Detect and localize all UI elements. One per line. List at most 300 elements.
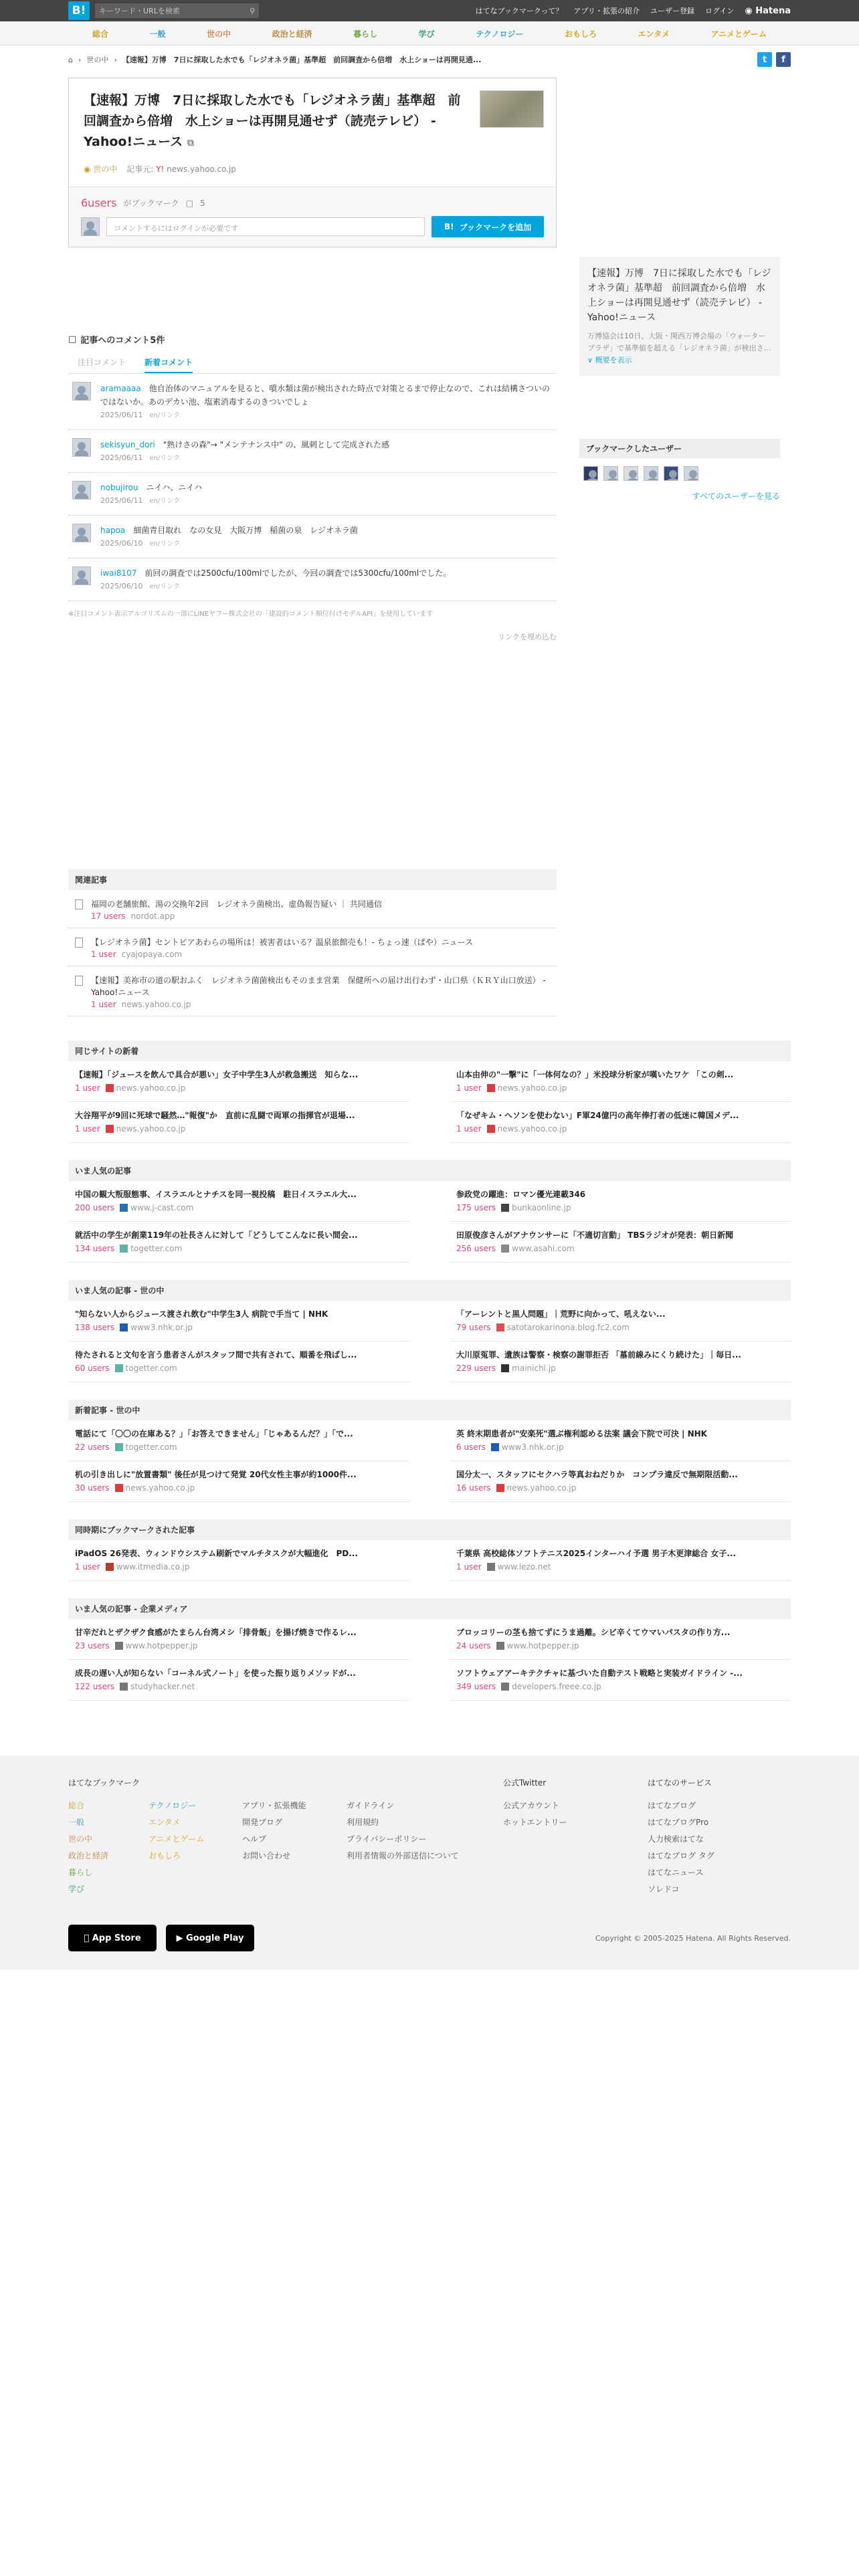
embed-link[interactable]: リンクを埋め込む [498,633,557,641]
list-item [68,1222,409,1263]
entry-meta [456,1122,791,1136]
list-item [68,1181,409,1222]
comment-meta [100,451,557,465]
footer-link[interactable]: ガイドライン [347,1801,395,1810]
list-item [450,1181,791,1222]
speech-bubble-icon: □ [68,334,77,344]
footer-service-link[interactable]: はてなニュース [648,1868,704,1877]
entry-domain[interactable]: www3.nhk.or.jp [130,1323,193,1332]
entry-meta [75,1081,409,1095]
entry-users[interactable]: 23 users [75,1641,110,1650]
favicon-icon [491,1443,499,1451]
related-heading: 関連記事 [68,869,557,890]
entry-users[interactable]: 1 user [456,1083,482,1093]
entry-users[interactable]: 1 user [456,1124,482,1134]
footer-category-link[interactable]: おもしろ [149,1851,181,1860]
comment-icon: □ [185,198,193,208]
comment-link[interactable]: en/リンク [149,583,181,591]
entry-title-link[interactable]: 英 終末期患者が"安楽死"選ぶ権利認める法案 議会下院で可決 | NHK [456,1429,707,1438]
comment-date[interactable]: 2025/06/10 [100,582,143,591]
entry-title-link[interactable]: 山本由伸の"一撃"に「一体何なの？」米投球分析家が嘆いたワケ 「この剣... [456,1070,734,1079]
list-item [450,1420,791,1461]
entry-meta [456,1440,791,1454]
entry-domain[interactable]: developers.freee.co.jp [512,1682,601,1691]
list-item [450,1540,791,1581]
comment-count: 5 [199,198,205,208]
related-users[interactable]: 1 user [91,950,116,959]
entry-title-link[interactable]: 大谷翔平が9回に死球で騒然…"報復"か 直前に乱闘で両軍の指揮官が退場... [75,1111,355,1120]
category-tab[interactable]: 学び [418,29,435,39]
comment-meta [100,580,557,594]
entry-domain[interactable]: www.hotpepper.jp [125,1641,198,1650]
entry-list-section [68,1519,791,1581]
entry-title-link[interactable]: iPadOS 26発表、ウィンドウシステム刷新でマルチタスクが大幅進化 PD... [75,1549,358,1558]
category-tab[interactable]: 世の中 [207,29,231,39]
comment-item [68,430,557,473]
entry-title-link[interactable]: 参政党の躍進：ロマン優光連載346 [456,1190,586,1199]
footer-service-link[interactable]: はてなブログ [648,1801,696,1810]
entry-title-text: 【速報】万博 7日に採取した水でも「レジオネラ菌」基準超 前回調査から倍増 水上ショーは再開見通せず（読売テレビ） - Yahoo!ニュース [84,93,461,149]
entry-category[interactable]: ◉ 世の中 [84,165,118,174]
entry-title-link[interactable]: 成長の遅い人が知らない「コーネル式ノート」を使った振り返りメソッドが... [75,1669,356,1678]
category-tab[interactable]: エンタメ [638,29,670,39]
side-entry-title[interactable]: 【速報】万博 7日に採取した水でも「レジオネラ菌」基準超 前回調査から倍増 水上ショーは再開見通せず（読売テレビ） - Yahoo!ニュース [587,268,771,323]
entry-domain[interactable]: www.hotpepper.jp [506,1641,579,1650]
footer-service-link[interactable]: はてなブログPro [648,1818,709,1827]
comment-item [68,558,557,601]
entry-domain[interactable]: news.yahoo.co.jp [497,1083,567,1093]
bookmark-users-heading: ブックマークしたユーザー [579,439,780,458]
register-link[interactable]: ユーザー登録 [650,7,694,15]
entry-users[interactable]: 1 user [75,1562,100,1572]
entry-users[interactable]: 22 users [75,1442,110,1452]
entry-grid [68,1301,791,1382]
related-body [91,974,557,1010]
entry-grid [68,1181,791,1263]
favicon-icon [496,1323,504,1331]
entry-meta [456,1481,791,1495]
entry-domain[interactable]: news.yahoo.co.jp [506,1483,577,1493]
google-play-label: Google Play [186,1933,244,1943]
entry-title-link[interactable]: 中国の観大叛服態事、イスラエルとナチスを同一視投稿 駐日イスラエル大... [75,1190,357,1199]
entry-meta [456,1639,791,1652]
footer-category-link[interactable]: テクノロジー [149,1801,197,1810]
avatar[interactable] [644,466,658,481]
comment-body [100,438,557,465]
favicon-icon [106,1084,114,1092]
comment-item [68,473,557,516]
entry-title-link[interactable]: 田原俊彦さんがアナウンサーに「不適切言動」 TBSラジオが発表：朝日新聞 [456,1230,734,1240]
footer-twitter-link[interactable]: 公式アカウント [503,1801,559,1810]
hatena-bookmark-logo[interactable]: B! [68,1,90,20]
comment-text: "熟けさの森"→ "メンテナンス中" の、風刺として完成された感 [163,440,390,449]
entry-title-link[interactable]: "知らない人からジュース渡され飲む"中学生3人 病院で手当て | NHK [75,1309,328,1319]
breadcrumb-category[interactable]: 世の中 [86,56,109,64]
comment-input[interactable]: コメントするにはログインが必要です [106,217,425,236]
tab-new-comments[interactable]: 新着コメント [145,352,193,373]
avatar [81,217,100,236]
list-item [68,1102,409,1143]
list-item [450,1301,791,1341]
entry-meta [75,1680,409,1693]
avatar[interactable] [72,524,91,542]
entry-domain[interactable]: news.yahoo.co.jp [116,1124,186,1134]
bookmark-users-count[interactable]: 6users [81,197,117,209]
comment-body [100,566,557,594]
footer-category-link[interactable]: 世の中 [68,1834,93,1844]
related-meta [91,910,382,922]
entry-users[interactable]: 122 users [75,1682,115,1691]
entry-domain[interactable]: www.asahi.com [512,1244,575,1253]
comments-heading: 記事へのコメント5件 [80,336,165,346]
footer-service-link[interactable]: 人力検索はてな [648,1834,704,1844]
entry-users[interactable]: 229 users [456,1364,496,1373]
entry-title-link[interactable]: 国分太一、スタッフにセクハラ等真おねだりか コンプラ違反で無期限活動... [456,1470,738,1479]
algorithm-note: ※注目コメント表示アルゴリズムの一部にLINEヤフー株式会社の「建設的コメント順位付けモデルAPI」を使用しています [68,611,434,618]
footer-link[interactable]: プライバシーポリシー [347,1834,427,1844]
related-users[interactable]: 17 users [91,911,126,921]
entry-meta [456,1362,791,1375]
entry-users[interactable]: 200 users [75,1203,115,1212]
comment-meta [100,537,557,551]
favicon-icon [120,1245,128,1253]
related-item [68,890,557,928]
entry-box [68,78,557,247]
list-item [68,1061,409,1102]
entry-domain[interactable]: www.j-cast.com [130,1203,194,1212]
footer-category-link [149,1881,242,1898]
favicon-icon [106,1563,114,1571]
entry-meta [456,1201,791,1214]
show-summary-label: 概要を表示 [595,356,632,364]
tab-popular-comments[interactable]: 注目コメント [78,358,126,367]
favicon-icon [501,1683,509,1691]
entry-meta [456,1081,791,1095]
avatar[interactable] [624,466,638,481]
comment-user[interactable]: iwai8107 [100,568,137,578]
footer-service-link[interactable]: はてなブログ タグ [648,1851,714,1860]
category-tab[interactable]: アニメとゲーム [710,29,767,39]
avatar[interactable] [72,382,91,401]
footer-services-heading: はてなのサービス [648,1778,712,1788]
document-icon [75,899,83,909]
entry-meta [75,1560,409,1574]
entry-domain[interactable]: news.yahoo.co.jp [116,1083,186,1093]
list-item [450,1222,791,1263]
avatar[interactable] [664,466,678,481]
entry-users[interactable]: 60 users [75,1364,110,1373]
comment-line [100,382,557,409]
entry-meta [75,1639,409,1652]
comment-item [68,374,557,430]
search-icon[interactable]: ⚲ [249,6,255,15]
favicon-icon [115,1484,123,1492]
entry-list-section [68,1160,791,1263]
sidebar [579,257,780,1016]
footer-category-link[interactable]: 政治と経済 [68,1851,109,1860]
comment-user[interactable]: nobujirou [100,483,138,492]
entry-title-link[interactable]: 机の引き出しに"放置書類" 後任が見つけて発覚 20代女性主事が約1000件... [75,1470,357,1479]
comment-meta [100,409,557,423]
comment-date[interactable]: 2025/06/11 [100,453,143,462]
all-users-link[interactable]: すべてのユーザーを見る [692,492,780,501]
footer-category-link[interactable]: 学び [68,1885,85,1894]
favicon-icon [501,1245,509,1253]
entry-domain[interactable]: news.yahoo.co.jp [497,1124,567,1134]
entry-title-link[interactable]: 就活中の学生が創業119年の社長さんに対して「どうしてこんなに長い間会... [75,1230,358,1240]
section-heading: 同じサイトの新着 [68,1041,791,1061]
entry-users[interactable]: 1 user [75,1083,100,1093]
section-heading: 同時期にブックマークされた記事 [68,1519,791,1540]
related-body [91,898,382,922]
footer-link[interactable]: 開発ブログ [242,1818,283,1827]
comment-link[interactable]: en/リンク [149,455,181,462]
favicon-icon [120,1323,128,1331]
login-link[interactable]: ログイン [704,7,735,15]
entry-title-link[interactable]: 「アーレントと黒人問題」｜荒野に向かって、吼えない... [456,1309,666,1319]
source-label: 記事元: [126,165,154,174]
comment-date[interactable]: 2025/06/10 [100,539,143,548]
favicon-icon [487,1125,495,1133]
entry-domain[interactable]: www.iezo.net [497,1562,551,1572]
favicon-icon [115,1364,123,1372]
comment-link[interactable]: en/リンク [149,412,181,419]
avatar[interactable] [72,481,91,500]
category-tab[interactable]: 一般 [149,29,166,39]
category-tab[interactable]: 暮らし [353,29,378,39]
entry-users[interactable]: 138 users [75,1323,115,1332]
document-icon [75,976,83,986]
related-domain[interactable]: nordot.app [130,911,175,921]
comment-text: 細菌青目取れ なの女見 大阪万博 稲菌の泉 レジオネラ菌 [133,526,358,535]
entry-title-link[interactable]: ブロッコリーの茎も捨てずにうま過離。シビ辛くてウマいパスタの作り方... [456,1628,731,1637]
footer-link[interactable]: 利用者情報の外部送信について [347,1851,459,1860]
category-tab[interactable]: テクノロジー [476,29,524,39]
footer [0,1755,859,1969]
comments-section [68,333,557,642]
favicon-icon [115,1642,123,1650]
search-input[interactable] [95,3,259,18]
entry-category-label: 世の中 [93,165,118,174]
favicon-icon [487,1563,495,1571]
list-item [68,1461,409,1502]
favicon-icon [487,1084,495,1092]
crumb-sep-icon: › [78,55,82,64]
entry-meta [75,1321,409,1334]
category-tab[interactable]: 政治と経済 [272,29,312,39]
home-icon[interactable]: ⌂ [68,55,73,64]
related-users[interactable]: 1 user [91,1000,116,1009]
entry-domain[interactable]: togetter.com [125,1442,177,1452]
avatar[interactable] [583,466,598,481]
entry-grid [68,1061,791,1143]
comment-date[interactable]: 2025/06/11 [100,411,143,419]
entry-meta [75,1201,409,1214]
comment-user[interactable]: hapoa [100,526,126,535]
favicon-icon [115,1443,123,1451]
entry-users[interactable]: 134 users [75,1244,115,1253]
source-domain[interactable]: news.yahoo.co.jp [167,165,236,174]
section-heading: いま人気の記事 [68,1160,791,1181]
add-bookmark-label: ブックマークを追加 [459,222,532,232]
favicon-icon [501,1364,509,1372]
entry-title-link[interactable]: 大川原冤罪、遺族は警察・検察の謝罪拒否 「墓前線みにくり続けた」｜毎日... [456,1350,741,1360]
related-body [91,936,473,960]
footer-link[interactable]: アプリ・拡張機能 [242,1801,306,1810]
hatena-mark-icon: ◉ [745,5,753,16]
app-store-button[interactable] [68,1925,157,1951]
entry-users[interactable]: 1 user [75,1124,100,1134]
entry-list-section [68,1280,791,1382]
entry-domain[interactable]: news.yahoo.co.jp [125,1483,195,1493]
favicon-icon [496,1642,504,1650]
twitter-share-icon[interactable]: t [757,52,772,67]
footer-bm-heading: はてなブックマーク [68,1778,140,1788]
entry-domain[interactable]: togetter.com [125,1364,177,1373]
related-title[interactable]: 福岡の老舗旅館、湯の交換年2回 レジオネラ菌検出、虚偽報告疑い ｜ 共同通信 [91,899,382,909]
category-tab[interactable]: おもしろ [564,29,597,39]
entry-users[interactable]: 30 users [75,1483,110,1493]
play-icon: ▶ [176,1933,183,1943]
comment-body [100,481,557,508]
comment-meta [100,494,557,508]
entry-users[interactable]: 16 users [456,1483,491,1493]
footer-category-link[interactable]: エンタメ [149,1818,181,1827]
footer-twitter-heading: 公式Twitter [503,1778,547,1788]
footer-link[interactable]: お問い合わせ [242,1851,291,1860]
related-domain[interactable]: cyajopaya.com [121,950,183,959]
entry-title-link[interactable]: 待たされると文句を言う患者さんがスタッフ間で共有されて、順番を飛ばし... [75,1350,357,1360]
show-summary-link[interactable]: ∨ 概要を表示 [587,356,632,364]
google-play-button[interactable] [166,1925,254,1951]
favicon-icon [106,1125,114,1133]
list-item [450,1461,791,1502]
entry-title-link[interactable]: 「なぜキム・ヘソンを使わない」F軍24億円の高年俸打者の低迷に韓国メデ... [456,1111,739,1120]
about-link[interactable]: はてなブックマークって？ [475,7,563,15]
entry-users[interactable]: 6 users [456,1442,486,1452]
footer-category-link[interactable]: 総合 [68,1801,85,1810]
comment-link[interactable]: en/リンク [149,498,181,505]
comment-user[interactable]: sekisyun_dori [100,440,155,449]
search-placeholder: キーワード・URLを検索 [99,7,180,15]
entry-domain[interactable]: bunkaonline.jp [512,1203,571,1212]
related-title[interactable]: 【レジオネラ菌】セントビアあわらの場所は！被害者はいる？温泉旅館売も！- ちょっ速（ぱや）ニュース [91,938,474,947]
apple-icon [84,1933,89,1943]
related-meta [91,998,557,1010]
entry-meta [75,1362,409,1375]
entry-users[interactable]: 256 users [456,1244,496,1253]
entry-users[interactable]: 175 users [456,1203,496,1212]
entry-meta [75,1481,409,1495]
category-tab[interactable]: 総合 [92,29,109,39]
avatar[interactable] [684,466,698,481]
hatena-brand: Hatena [755,5,791,16]
app-store-label: App Store [89,1933,138,1943]
favicon-icon [501,1204,509,1212]
comment-date[interactable]: 2025/06/11 [100,496,143,505]
document-icon [75,938,83,948]
favicon-icon [496,1484,504,1492]
comment-line [100,438,557,451]
avatar[interactable] [603,466,618,481]
comment-user[interactable]: aramaaaa [100,384,141,393]
comment-line [100,524,557,537]
entry-title-link[interactable]: 電話にて「〇〇の在庫ある？」「お答えできません」「じゃあるんだ？」「で... [75,1429,353,1438]
entry-domain[interactable]: togetter.com [130,1244,183,1253]
entry-title[interactable] [84,90,468,154]
entry-title-link[interactable]: 甘辛だれとザクザク食感がたまらん台湾メシ「排骨飯」を揚げ焼きで作るレ... [75,1628,357,1637]
related-articles [68,869,557,1016]
footer-link[interactable]: 利用規約 [347,1818,379,1827]
entry-meta [456,1560,791,1574]
section-heading: いま人気の記事 - 企業メディア [68,1598,791,1619]
facebook-share-icon[interactable]: f [776,52,791,67]
comment-body [100,524,557,551]
comment-item [68,516,557,558]
comment-text: 他自治体のマニュアルを見ると、噴水類は菌が検出された時点で対策とるまで停止なので、これは結構さついのではないか。あのデカい池、塩素消毒するのきついでしょ [100,384,551,407]
entry-title-link[interactable]: 【速報】「ジュースを飲んで具合が悪い」女子中学生3人が救急搬送 知らな... [75,1070,359,1079]
entry-title-link[interactable]: ソフトウェアアーキテクチャに基づいた自動テスト戦略と実装ガイドライン -... [456,1669,743,1678]
comment-line [100,566,557,580]
add-bookmark-button[interactable]: B! ブックマークを追加 [432,216,544,237]
entry-domain[interactable]: www.itmedia.co.jp [116,1562,190,1572]
entry-meta [456,1242,791,1255]
list-item [450,1061,791,1102]
list-item [68,1660,409,1701]
entry-thumbnail[interactable] [480,90,544,128]
entry-users[interactable]: 1 user [456,1562,482,1572]
bookmark-label: がブックマーク [123,199,179,208]
entry-users[interactable]: 79 users [456,1323,491,1332]
list-item [68,1540,409,1581]
entry-domain[interactable]: mainichi.jp [512,1364,556,1373]
footer-category-link[interactable]: 暮らし [68,1868,93,1877]
yahoo-icon: Y! [156,165,165,174]
avatar[interactable] [72,566,91,585]
entry-list-section [68,1598,791,1701]
entry-users[interactable]: 349 users [456,1682,496,1691]
entry-domain[interactable]: www3.nhk.or.jp [501,1442,564,1452]
entry-grid [68,1540,791,1581]
comment-text: ニイハ、ニイハ [146,483,202,492]
footer-link[interactable]: ヘルプ [242,1834,267,1844]
bookmark-user-avatars [579,466,780,481]
footer-category-link[interactable]: 一般 [68,1818,85,1827]
entry-grid [68,1619,791,1701]
side-summary-text: 万博協会は10日、大阪・関西万博会場の「ウォータープラザ」で基準値を超える「レジオネラ菌」が検出さ… [587,332,771,352]
list-item [450,1660,791,1701]
hatena-logo[interactable] [745,6,791,16]
entry-title-link[interactable]: 千葉県 高校総体ソフトテニス2025インターハイ予選 男子木更津総合 女子... [456,1549,737,1558]
entry-domain[interactable]: studyhacker.net [130,1682,195,1691]
top-bar [0,0,859,21]
footer-category-link[interactable]: アニメとゲーム [149,1834,205,1844]
footer-twitter-link[interactable]: ホットエントリー [503,1818,567,1827]
related-title[interactable]: 【速報】美祢市の道の駅おふく レジオネラ菌菌検出もそのまま営業 保健所への届け出行わず・山口県（ＫＲＹ山口放送） - Yahoo!ニュース [91,976,546,997]
list-item [68,1341,409,1382]
apps-link[interactable]: アプリ・拡張の紹介 [573,7,640,15]
entry-meta [75,1242,409,1255]
footer-service-link[interactable]: ソレドコ [648,1885,680,1894]
breadcrumb [68,45,791,74]
related-domain[interactable]: news.yahoo.co.jp [121,1000,191,1009]
comment-body [100,382,557,423]
avatar[interactable] [72,438,91,457]
entry-users[interactable]: 24 users [456,1641,491,1650]
entry-domain[interactable]: satotarokarinona.blog.fc2.com [506,1323,630,1332]
comment-link[interactable]: en/リンク [149,540,181,548]
copyright: Copyright © 2005-2025 Hatena. All Rights Reserved. [595,1933,791,1943]
